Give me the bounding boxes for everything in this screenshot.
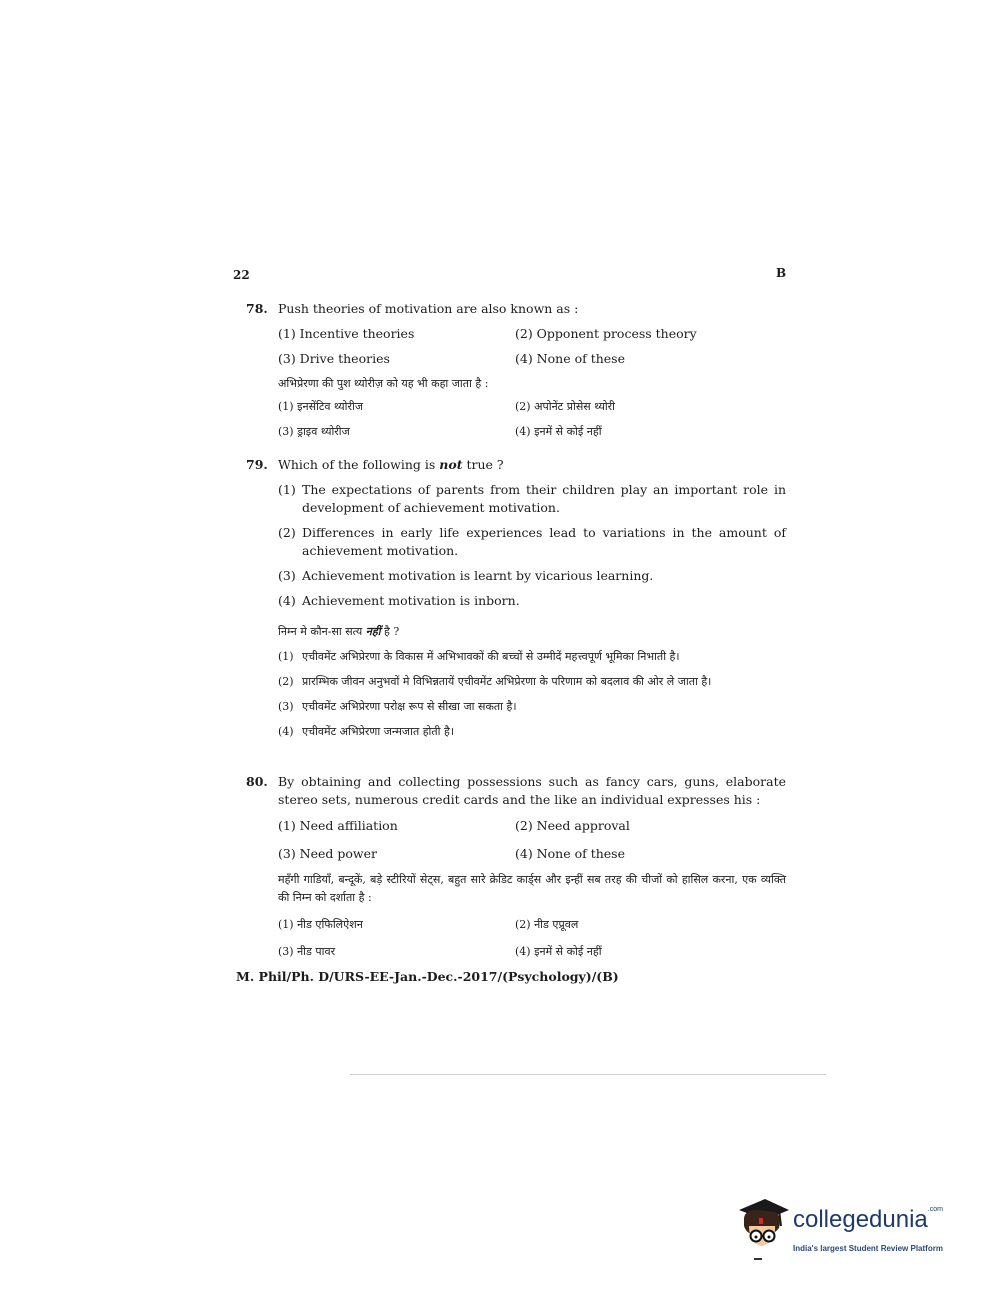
option-number: (3) bbox=[278, 568, 296, 583]
option-3-hi bbox=[278, 698, 786, 716]
option-3-hi: (3) नीड पावर bbox=[278, 945, 336, 958]
question-text-en bbox=[278, 456, 786, 474]
question-text-post: है ? bbox=[380, 625, 400, 638]
option-text: Achievement motivation is inborn. bbox=[302, 593, 520, 608]
option-4-hi: (4) इनमें से कोई नहीं bbox=[515, 945, 602, 958]
set-code: B bbox=[776, 266, 787, 280]
option-1-en: (1) Need affiliation bbox=[278, 818, 398, 833]
question-text-hi: अभिप्रेरणा की पुश थ्योरीज़ को यह भी कहा जाता है : bbox=[278, 377, 489, 390]
question-number: 78. bbox=[246, 301, 268, 316]
option-2-en bbox=[278, 524, 786, 560]
option-1-en: (1) Incentive theories bbox=[278, 326, 415, 341]
question-text-hi bbox=[278, 623, 786, 641]
option-4-en: (4) None of these bbox=[515, 351, 625, 366]
option-number: (1) bbox=[278, 650, 294, 663]
logo-wordmark bbox=[793, 1206, 943, 1234]
option-2-en: (2) Need approval bbox=[515, 818, 630, 833]
option-text: एचीवमेंट अभिप्रेरणा जन्मजात होती है। bbox=[302, 725, 455, 738]
option-2-hi: (2) अपोनेंट प्रोसेस थ्योरी bbox=[515, 400, 616, 413]
option-text: Differences in early life experiences lead to variations in the amount of achievement motivation. bbox=[302, 525, 786, 558]
logo-name: collegedunia bbox=[793, 1206, 928, 1233]
option-2-hi bbox=[278, 673, 786, 691]
question-80 bbox=[246, 773, 786, 965]
option-4-en: (4) None of these bbox=[515, 846, 625, 861]
question-number: 79. bbox=[246, 457, 268, 472]
option-number: (2) bbox=[278, 675, 294, 688]
option-3-hi: (3) ड्राइव थ्योरीज bbox=[278, 425, 350, 438]
page-number: 22 bbox=[233, 268, 250, 282]
collegedunia-logo[interactable] bbox=[735, 1196, 965, 1266]
option-1-en bbox=[278, 481, 786, 517]
option-number: (1) bbox=[278, 482, 296, 497]
option-text: एचीवमेंट अभिप्रेरणा परोक्ष रूप से सीखा जा सकता है। bbox=[302, 700, 517, 713]
decorative-dash bbox=[754, 1258, 762, 1260]
question-79 bbox=[246, 456, 786, 741]
question-78 bbox=[246, 300, 786, 445]
option-3-en: (3) Need power bbox=[278, 846, 377, 861]
question-number: 80. bbox=[246, 774, 268, 789]
option-4-hi: (4) इनमें से कोई नहीं bbox=[515, 425, 602, 438]
option-2-hi: (2) नीड एप्रूवल bbox=[515, 918, 579, 931]
option-1-hi: (1) नीड एफिलिऐशन bbox=[278, 918, 363, 931]
question-text-hi: महँगी गाडियाँ, बन्दूकें, बड़े स्टीरियों सेट्स, बहुत सारे क्रेडिट कार्ड्स और इन्हीं सब तरह की चीजों को हासिल करना, एक व्यक्ति की निम्न को दर्शाता है : bbox=[278, 873, 786, 904]
option-text: एचीवमेंट अभिप्रेरणा के विकास में अभिभावकों की बच्चों से उम्मीदें महत्त्वपूर्ण भूमिका निभाती है। bbox=[302, 650, 680, 663]
option-4-hi bbox=[278, 723, 786, 741]
option-text: Achievement motivation is learnt by vicarious learning. bbox=[302, 568, 654, 583]
mascot-icon bbox=[735, 1196, 791, 1256]
question-text-emphasis: not bbox=[439, 457, 463, 472]
option-3-en: (3) Drive theories bbox=[278, 351, 390, 366]
option-3-en bbox=[278, 567, 786, 585]
option-number: (2) bbox=[278, 525, 296, 540]
question-text-emphasis: नहीं bbox=[365, 625, 381, 638]
option-text: The expectations of parents from their children play an important role in development of achievement motivation. bbox=[302, 482, 786, 515]
logo-suffix: .com bbox=[927, 1206, 943, 1213]
option-text: प्रारम्भिक जीवन अनुभवों मे विभिन्नतायें एचीवमेंट अभिप्रेरणा के परिणाम को बदलाव की ओर ले जाता है। bbox=[302, 675, 712, 688]
question-text-en: By obtaining and collecting possessions such as fancy cars, guns, elaborate stereo sets, numerous credit cards and the like an individual expresses his : bbox=[278, 774, 786, 807]
question-text-pre: Which of the following is bbox=[278, 457, 440, 472]
option-number: (4) bbox=[278, 593, 296, 608]
paper-code-footer: M. Phil/Ph. D/URS-EE-Jan.-Dec.-2017/(Psychology)/(B) bbox=[236, 969, 619, 984]
divider bbox=[350, 1074, 826, 1075]
option-1-hi bbox=[278, 648, 786, 666]
option-4-en bbox=[278, 592, 786, 610]
question-text-post: true ? bbox=[462, 457, 504, 472]
option-1-hi: (1) इनसेंटिव थ्योरीज bbox=[278, 400, 364, 413]
logo-tagline: India's largest Student Review Platform bbox=[793, 1244, 943, 1253]
question-text-pre: निम्न मे कौन-सा सत्य bbox=[278, 625, 366, 638]
option-number: (3) bbox=[278, 700, 294, 713]
question-text-en: Push theories of motivation are also known as : bbox=[278, 301, 579, 316]
option-number: (4) bbox=[278, 725, 294, 738]
option-2-en: (2) Opponent process theory bbox=[515, 326, 697, 341]
